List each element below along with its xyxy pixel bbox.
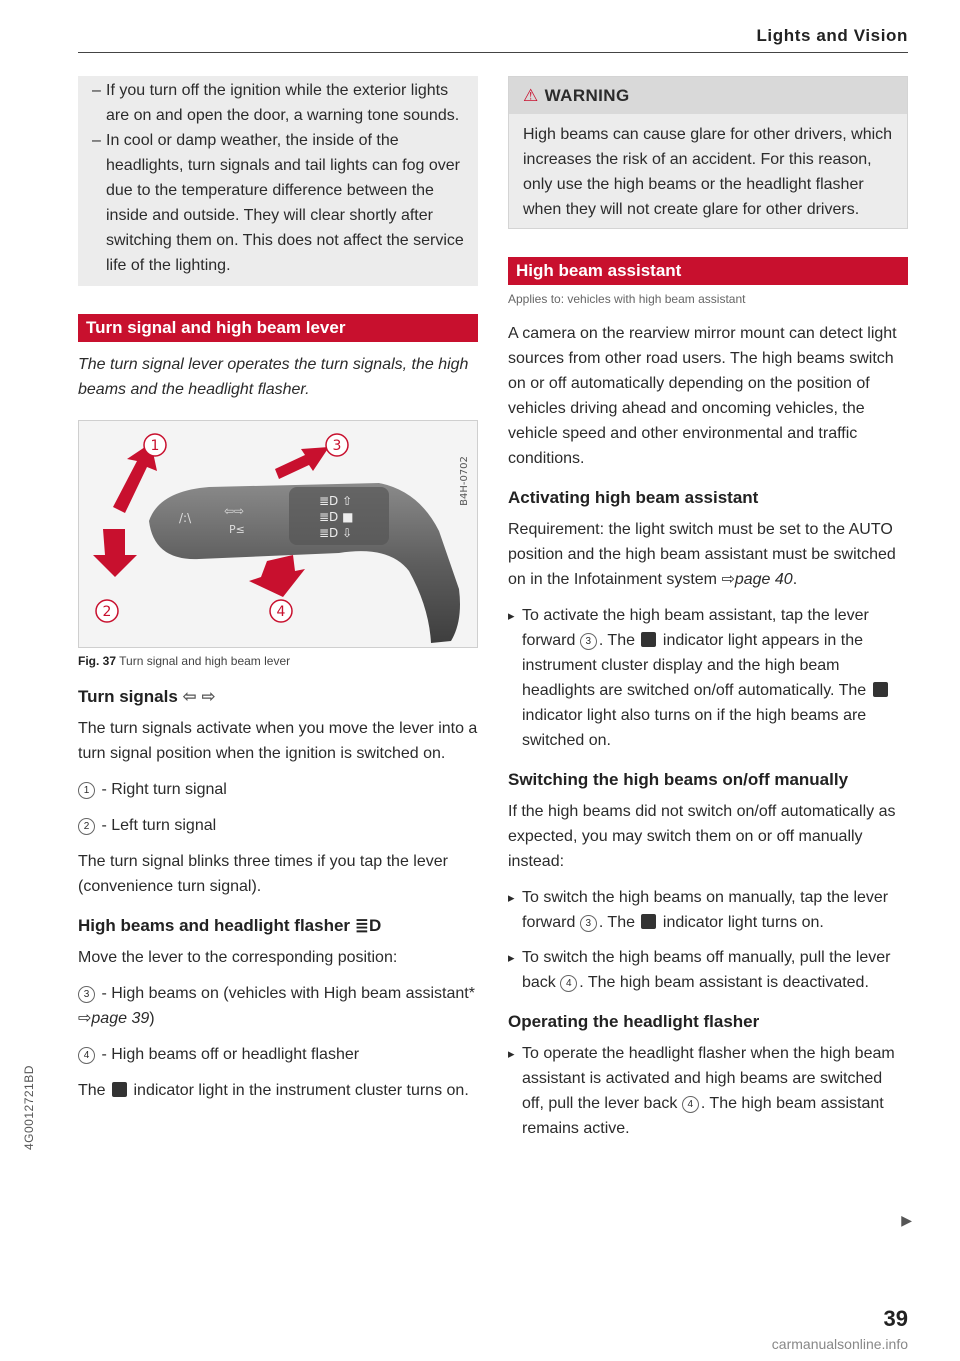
note-item: – If you turn off the ignition while the exterior lights are on and open the door, a warning tone sounds. [92,78,466,128]
item-text: - High beams on (vehicles with High beam assistant* [101,985,475,1002]
section-heading-turn-signal: Turn signal and high beam lever [78,314,478,342]
activating-heading: Activating high beam assistant [508,488,759,507]
warning-box [508,76,908,229]
requirement [508,517,908,592]
applies-to: Applies to: vehicles with high beam assistant [508,292,746,306]
item-high-beams-off [78,1042,478,1067]
svg-text:⇦⇨: ⇦⇨ [224,504,245,518]
text: To switch the high beams off manually, pull the lever back [522,949,891,991]
callout-3 [326,434,348,456]
high-beam-icon: ≣D [354,916,382,935]
bullet-item [508,1041,908,1141]
figure-code: B4H-0702 [459,456,470,506]
warning-header [509,77,907,114]
paragraph [78,1078,478,1103]
warning-title: WARNING [544,86,630,105]
high-beam-indicator-icon [641,914,656,929]
callout-1-inline: 1 [78,782,95,799]
callout-1 [144,434,166,456]
turn-signals-heading [78,686,478,708]
item-text: - Right turn signal [101,781,227,798]
lever-figure [78,420,478,648]
figure-label: Fig. 37 [78,654,117,668]
svg-text:P≤: P≤ [229,523,245,536]
high-beams-heading [78,915,478,937]
figure-caption-text: Turn signal and high beam lever [119,654,291,668]
text: indicator light turns on. [662,914,824,931]
watermark: carmanualsonline.info [771,1336,908,1352]
svg-text:≣D ⇧: ≣D ⇧ [319,494,353,508]
text: . The high beam assistant remains active. [522,1095,884,1137]
svg-text:4: 4 [276,604,286,620]
continue-arrow-icon: ▶ [901,1212,912,1228]
text: To operate the headlight flasher when the high beam assistant is activated and high beams are switched off, pull the lever back [522,1045,895,1112]
warning-text: High beams can cause glare for other drivers, which increases the risk of an accident. For this reason, only use the high beams or the headlight flasher when they will not create glare for other drivers. [523,126,893,218]
text: . The [598,632,635,649]
callout-3-inline: 3 [580,633,597,650]
text: The [78,1082,106,1099]
document-code: 4G0012721BD [22,1065,36,1150]
high-beams-heading-text: High beams and headlight flasher [78,916,351,935]
text: To activate the high beam assistant, tap the lever forward [522,607,869,649]
turn-signals-heading-text: Turn signals [78,687,178,706]
paragraph: Move the lever to the corresponding position: [78,949,398,966]
text: . The [598,914,635,931]
callout-4-inline: 4 [78,1047,95,1064]
text: . [792,571,798,588]
page-ref-arrow-icon: ⇨ [78,1010,92,1027]
page-ref-link[interactable]: page 39 [91,1010,150,1027]
paragraph: A camera on the rearview mirror mount can detect light sources from other road users. The high beams switch on or off automatically depending on the position of vehicles driving ahead and oncoming vehicles, the vehicle speed and other environmental and traffic conditions. [508,325,897,467]
page-ref-link[interactable]: page 40 [734,571,793,588]
page-number: 39 [883,1306,908,1331]
callout-4 [270,600,292,622]
section-heading-high-beam-assistant: High beam assistant [508,257,908,285]
manual-heading: Switching the high beams on/off manually [508,770,849,789]
text: To switch the high beams on manually, tap the lever forward [522,889,889,931]
svg-text:3: 3 [332,438,342,454]
paren: ) [149,1010,155,1027]
notes-box [78,76,478,286]
high-beam-indicator-icon [873,682,888,697]
flasher-heading: Operating the headlight flasher [508,1012,760,1031]
section-intro: The turn signal lever operates the turn signals, the high beams and the headlight flasher. [78,356,469,398]
figure-caption [78,652,478,670]
right-column [508,76,908,1151]
paragraph: The turn signals activate when you move the lever into a turn signal position when the ignition is switched on. [78,720,478,762]
text: . The high beam assistant is deactivated. [579,974,869,991]
callout-3-inline: 3 [78,986,95,1003]
high-beam-assist-indicator-icon [641,632,656,647]
svg-text:/:\: /:\ [179,511,192,525]
text: indicator light also turns on if the high beams are switched on. [522,707,867,749]
bullet-item [508,945,908,995]
text: indicator light appears in the instrument cluster display and the high beam headlights are switched on/off automatically. The [522,632,867,699]
callout-4-inline: 4 [682,1096,699,1113]
bullet-item [508,885,908,935]
callout-4-inline: 4 [560,975,577,992]
item-high-beams-on [78,981,478,1031]
paragraph: If the high beams did not switch on/off automatically as expected, you may switch them on or off manually instead: [508,803,896,870]
left-column [78,76,478,1114]
svg-text:≣D ⇩: ≣D ⇩ [319,526,353,540]
text: indicator light in the instrument cluster turns on. [133,1082,469,1099]
callout-3-inline: 3 [580,915,597,932]
svg-text:2: 2 [102,604,112,620]
header-rule [78,52,908,53]
item-text: - Left turn signal [101,817,217,834]
callout-2-inline: 2 [78,818,95,835]
paragraph: The turn signal blinks three times if you tap the lever (convenience turn signal). [78,853,448,895]
bullet-item [508,603,908,753]
text: Requirement: the light switch must be set to the AUTO position and the high beam assistant must be switched on in the Infotainment system [508,521,896,588]
page-ref-arrow-icon: ⇨ [721,571,735,588]
warning-triangle-icon: ⚠ [523,86,539,105]
svg-text:≣D ■: ≣D ■ [319,510,354,524]
item-text: - High beams off or headlight flasher [101,1046,360,1063]
item-right-turn [78,777,478,802]
item-left-turn [78,813,478,838]
high-beam-indicator-icon [112,1082,127,1097]
note-item: – In cool or damp weather, the inside of the headlights, turn signals and tail lights can fog over due to the temperature difference between the inside and outside. They will clear shortly after switching them on. This does not affect the service life of the lighting. [92,128,466,278]
lever-illustration [79,421,477,647]
callout-2 [96,600,118,622]
turn-signal-arrows-icon: ⇦ ⇨ [182,687,216,706]
svg-text:1: 1 [150,438,160,454]
section-title: Lights and Vision [756,26,908,45]
